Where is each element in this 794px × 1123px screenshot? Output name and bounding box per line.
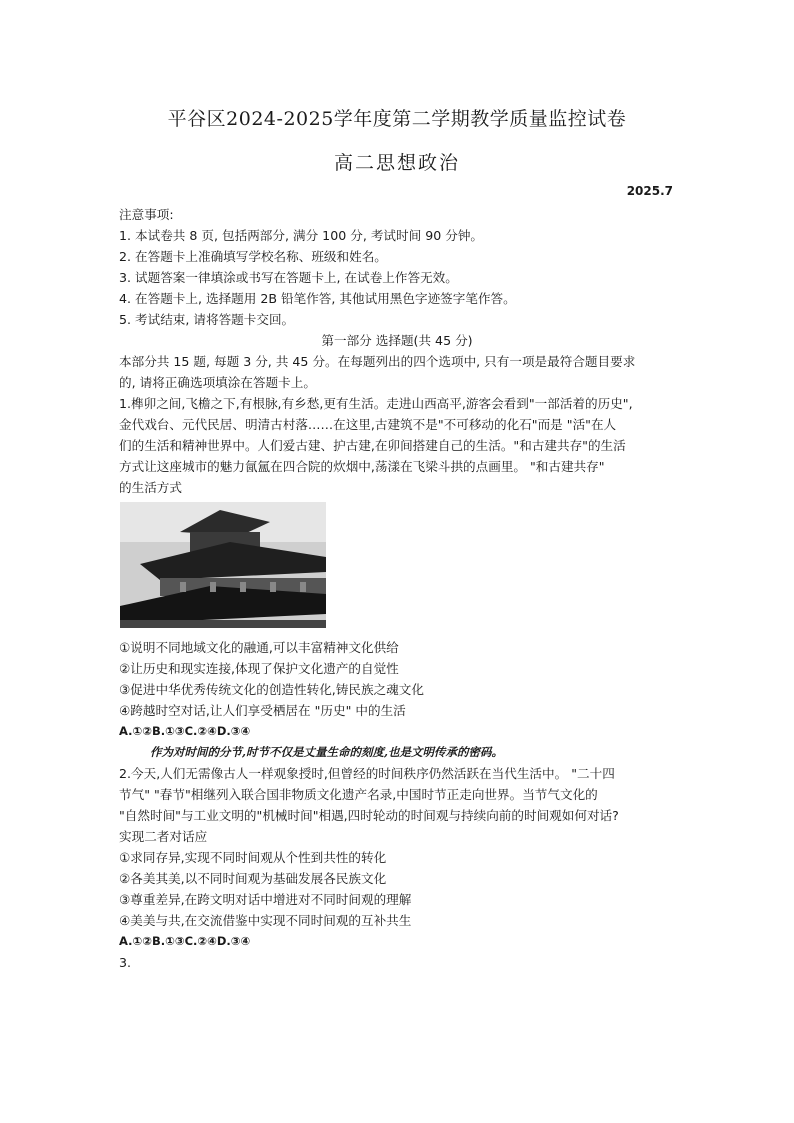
q1-option: ③促进中华优秀传统文化的创造性转化,铸民族之魂文化	[119, 682, 424, 697]
q2-stem: 实现二者对话应	[119, 829, 208, 844]
exam-date: 2025.7	[626, 184, 673, 198]
q2-answer-choices: A.①②B.①③C.②④D.③④	[119, 934, 251, 948]
section-intro: 本部分共 15 题, 每题 3 分, 共 45 分。在每题列出的四个选项中, 只有一项是最符合题目要求	[119, 354, 636, 369]
q2-stem: "自然时间"与工业文明的"机械时间"相遇,四时轮动的时间观与持续向前的时间观如何对话?	[119, 808, 619, 823]
q3-number: 3.	[119, 955, 132, 970]
q2-option: ②各美其美,以不同时间观为基础发展各民族文化	[119, 871, 387, 886]
q2-quote: 作为对时间的分节,时节不仅是丈量生命的刻度,也是文明传承的密码。	[150, 745, 504, 759]
q2-option: ④美美与共,在交流借鉴中实现不同时间观的互补共生	[119, 913, 412, 928]
notice-item: 2. 在答题卡上准确填写学校名称、班级和姓名。	[119, 249, 387, 264]
q2-option: ①求同存异,实现不同时间观从个性到共性的转化	[119, 850, 387, 865]
q1-stem: 金代戏台、元代民居、明清古村落……在这里,古建筑不是"不可移动的化石"而是 "活"在人	[119, 417, 617, 432]
ancient-building-photo	[120, 502, 326, 628]
q1-stem: 们的生活和精神世界中。人们爱古建、护古建,在卯间搭建自己的生活。"和古建共存"的生活	[119, 438, 626, 453]
pagoda-illustration	[120, 502, 326, 628]
q2-stem: 2.今天,人们无需像古人一样观象授时,但曾经的时间秩序仍然活跃在当代生活中。 "二十四	[119, 766, 615, 781]
notice-item: 1. 本试卷共 8 页, 包括两部分, 满分 100 分, 考试时间 90 分钟。	[119, 228, 484, 243]
notice-heading: 注意事项:	[119, 207, 174, 222]
q1-stem: 的生活方式	[119, 480, 182, 495]
q1-option: ②让历史和现实连接,体现了保护文化遗产的自觉性	[119, 661, 399, 676]
q1-option: ④跨越时空对话,让人们享受栖居在 "历史" 中的生活	[119, 703, 406, 718]
exam-subject: 高二思想政治	[333, 152, 460, 174]
q1-stem: 方式让这座城市的魅力氤氲在四合院的炊烟中,荡漾在飞梁斗拱的点画里。 "和古建共存"	[119, 459, 605, 474]
q1-answer-choices: A.①②B.①③C.②④D.③④	[119, 724, 251, 738]
q1-stem: 1.榫卯之间,飞檐之下,有根脉,有乡愁,更有生活。走进山西高平,游客会看到"一部活着的历史",	[119, 396, 633, 411]
section-intro: 的, 请将正确选项填涂在答题卡上。	[119, 375, 316, 390]
section-title: 第一部分 选择题(共 45 分)	[321, 333, 473, 348]
q2-option: ③尊重差异,在跨文明对话中增进对不同时间观的理解	[119, 892, 412, 907]
notice-item: 4. 在答题卡上, 选择题用 2B 铅笔作答, 其他试用黑色字迹签字笔作答。	[119, 291, 516, 306]
q2-stem: 节气" "春节"相继列入联合国非物质文化遗产名录,中国时节正走向世界。当节气文化的	[119, 787, 598, 802]
notice-item: 3. 试题答案一律填涂或书写在答题卡上, 在试卷上作答无效。	[119, 270, 458, 285]
q1-option: ①说明不同地域文化的融通,可以丰富精神文化供给	[119, 640, 399, 655]
notice-item: 5. 考试结束, 请将答题卡交回。	[119, 312, 295, 327]
exam-title: 平谷区2024-2025学年度第二学期教学质量监控试卷	[167, 108, 627, 130]
